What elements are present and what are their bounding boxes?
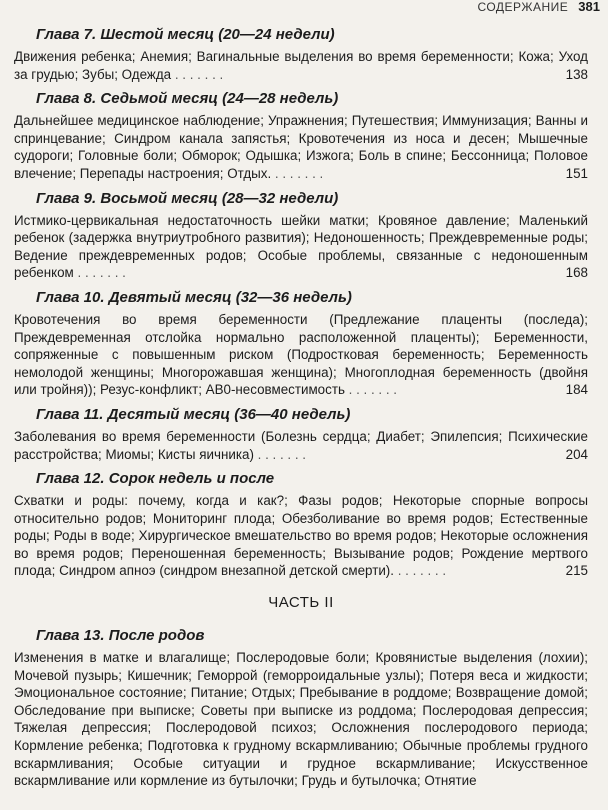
chapter-title: Глава 12. Сорок недель и после <box>36 470 275 488</box>
chapter-title: Глава 11. Десятый месяц (36—40 недель) <box>36 405 351 423</box>
part-heading: ЧАСТЬ II <box>268 594 334 612</box>
page-ref: 215 <box>565 563 588 579</box>
page-number: 381 <box>578 0 600 14</box>
dot-leader: . . . . . . . <box>271 165 324 181</box>
toc-content <box>14 26 588 797</box>
page-ref: 151 <box>565 165 588 181</box>
chapter-topics-text: Истмико-цервикальная недостаточность шейки матки; Кровяное давление; Маленький ребенок (задержка внутриутробного развития); Недоношенность; Преждевременные роды; Ведение преждевременных родов; Особые проблемы, связанные с недоношенным ребенком <box>14 212 588 281</box>
chapter-topics-text: Изменения в матке и влагалище; Послеродовые боли; Кровянистые выделения (лохии); Мочевой пузырь; Кишечник; Геморрой (геморроидальные узлы); Потеря веса и жидкости; Эмоциональное состояние; Питание; Отдых; Пребывание в роддоме; Возвращение домой; Обследование при выписке; Советы при выписке из роддома; Послеродовая депрессия; Тяжелая депрессия; Послеродовой психоз; Осложнения послеродового периода; Кормление ребенка; Подготовка к грудному вскармливанию; Обычные проблемы грудного вскармливания; Особые ситуации и грудное вскармливание; Искусственное вскармливание или кормление из бутылочки; Грудь и бутылочка; Отнятие <box>14 650 588 789</box>
chapter-topics-text: Заболевания во время беременности (Болезнь сердца; Диабет; Эпилепсия; Психические расстройства; Миомы; Кисты яичника) <box>14 428 588 462</box>
page-header <box>477 0 600 16</box>
chapter-topics <box>14 428 588 463</box>
chapter-topics <box>14 112 588 182</box>
dot-leader: . . . . . . . <box>171 66 224 82</box>
chapter-topics <box>14 311 588 399</box>
toc-entry[interactable] <box>14 289 588 399</box>
page-ref: 168 <box>565 265 588 281</box>
chapter-title: Глава 7. Шестой месяц (20—24 недели) <box>36 26 335 43</box>
toc-entry[interactable] <box>14 406 588 463</box>
page-ref: 138 <box>565 66 588 82</box>
dot-leader: . . . . . . . <box>394 563 447 579</box>
chapter-title: Глава 13. После родов <box>36 627 205 645</box>
chapter-topics-text: Схватки и роды: почему, когда и как?; Фазы родов; Некоторые спорные вопросы относительно родов; Мониторинг плода; Обезболивание во время родов; Естественные роды; Роды в воде; Хирургическое вмешательство во время родов; Некоторые осложнения во время родов; Переношенная беременность; Вызывание родов; Рождение мертвого плода; Синдром апноэ (синдром внезапной детской смерти). <box>14 493 588 579</box>
page-ref: 184 <box>565 382 588 398</box>
chapter-topics <box>14 48 588 83</box>
chapter-topics-text: Движения ребенка; Анемия; Вагинальные выделения во время беременности; Кожа; Уход за грудью; Зубы; Одежда <box>14 49 588 82</box>
chapter-topics-text: Дальнейшее медицинское наблюдение; Упражнения; Путешествия; Иммунизация; Ванны и спринцевание; Синдром канала запястья; Кровотечения из носа и десен; Мышечные судороги; Головные боли; Обморок; Одышка; Изжога; Боль в спине; Бессонница; Половое влечение; Перепады настроения; Отдых. <box>14 113 588 181</box>
dot-leader: . . . . . . . <box>73 265 126 281</box>
toc-entry[interactable] <box>14 190 588 282</box>
toc-entry[interactable] <box>14 90 588 182</box>
running-head: СОДЕРЖАНИЕ <box>477 0 569 14</box>
page-ref: 204 <box>565 446 588 462</box>
toc-entry[interactable] <box>14 26 588 83</box>
chapter-list <box>14 26 588 580</box>
chapter-title: Глава 8. Седьмой месяц (24—28 недель) <box>36 90 339 108</box>
chapter-topics-text: Кровотечения во время беременности (Предлежание плаценты (последа); Преждевременная отслойка нормально расположенной плаценты); Беременности, сопряженные с повышенным риском (Подростковая беременность; Беременность немолодой женщины; Многорожавшая женщина); Многоплодная беременность (двойня или тройня)); Резус-конфликт; АВ0-несовместимость <box>14 311 588 398</box>
toc-entry-13[interactable] <box>14 627 588 790</box>
chapter-topics <box>14 649 588 790</box>
dot-leader: . . . . . . . <box>253 446 307 462</box>
toc-entry[interactable] <box>14 470 588 580</box>
dot-leader: . . . . . . . <box>344 382 398 398</box>
chapter-topics <box>14 492 588 580</box>
chapter-title: Глава 9. Восьмой месяц (28—32 недели) <box>36 189 339 207</box>
chapter-topics <box>14 212 588 282</box>
chapter-title: Глава 10. Девятый месяц (32—36 недель) <box>36 288 352 306</box>
